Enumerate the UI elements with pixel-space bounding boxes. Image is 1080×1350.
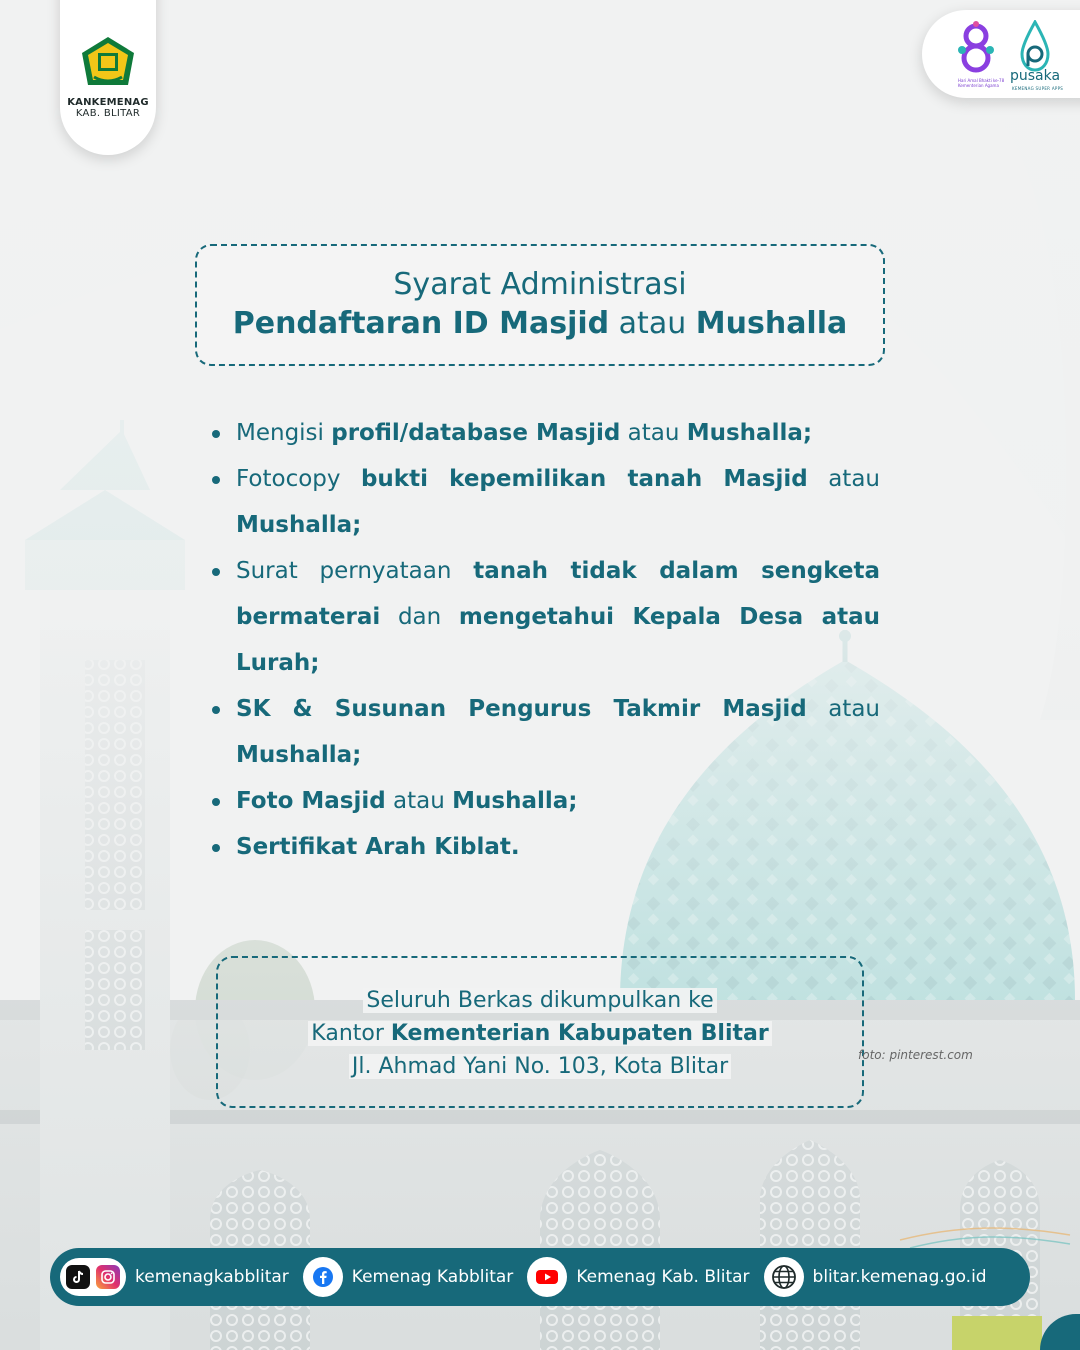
requirements-list: [210, 410, 880, 870]
instagram-icon[interactable]: [96, 1265, 120, 1289]
req-text-bold: Mushalla;: [686, 420, 813, 446]
social-icons-pill: [60, 1258, 126, 1296]
facebook-group[interactable]: [303, 1257, 514, 1297]
req-text-bold: tanah tidak dalam sengketa bermaterai: [236, 558, 880, 630]
youtube-text[interactable]: Kemenag Kab. Blitar: [576, 1267, 750, 1287]
pusaka-logo-subtext: KEMENAG SUPER APPS: [1012, 86, 1064, 91]
partner-logos-tab: [922, 10, 1080, 98]
list-item: [210, 548, 880, 686]
info-text: Kantor: [311, 1021, 391, 1046]
pusaka-logo-icon: [1018, 20, 1052, 72]
pusaka-logo-text: pusaka: [1010, 68, 1061, 84]
list-item: [210, 824, 880, 870]
facebook-text[interactable]: Kemenag Kabblitar: [351, 1267, 514, 1287]
info-text: Seluruh Berkas dikumpulkan ke: [363, 988, 716, 1013]
decorative-accent: [952, 1316, 1042, 1350]
title-line-1: Syarat Administrasi: [393, 267, 687, 302]
req-text-bold: Mushalla;: [236, 742, 362, 768]
req-text-bold: Sertifikat Arah Kiblat.: [236, 834, 520, 860]
youtube-icon[interactable]: [527, 1257, 567, 1297]
info-line-3: [218, 1050, 862, 1083]
req-text-bold: mengetahui Kepala Desa atau Lurah;: [236, 604, 880, 676]
kemenag-logo-tab: [60, 0, 156, 155]
info-text-bold: Kementerian Kabupaten Blitar: [390, 1021, 769, 1046]
youtube-group[interactable]: [527, 1257, 749, 1297]
title-bold-2: Mushalla: [695, 306, 848, 341]
req-text: dan: [380, 604, 459, 630]
globe-icon[interactable]: [764, 1257, 804, 1297]
req-text-bold: Mushalla;: [452, 788, 578, 814]
tiktok-icon[interactable]: [66, 1265, 90, 1289]
facebook-icon[interactable]: [303, 1257, 343, 1297]
req-text: atau: [620, 420, 687, 446]
website-text[interactable]: blitar.kemenag.go.id: [812, 1267, 987, 1287]
req-text-bold: Foto Masjid: [236, 788, 386, 814]
req-text: atau: [385, 788, 453, 814]
photo-credit: foto: pinterest.com: [858, 1048, 973, 1062]
list-item: [210, 456, 880, 548]
website-group[interactable]: [764, 1257, 987, 1297]
req-text-bold: SK & Susunan Pengurus Takmir Masjid: [236, 696, 807, 722]
hab-logo-text: Hari Amal Bhakti ke-78 Kementerian Agama: [958, 78, 1005, 88]
req-text-bold: profil/database Masjid: [331, 420, 621, 446]
req-text-bold: bukti kepemilikan tanah Masjid: [360, 466, 808, 492]
req-text: Fotocopy: [236, 466, 361, 492]
address-text: Jl. Ahmad Yani No. 103, Kota Blitar: [349, 1054, 731, 1079]
submission-info-box: [216, 956, 864, 1108]
list-item: [210, 686, 880, 778]
title-connector: atau: [609, 306, 696, 341]
title-box: [195, 244, 885, 366]
title-bold-1: Pendaftaran ID Masjid: [232, 306, 610, 341]
req-text: atau: [807, 466, 880, 492]
list-item: [210, 410, 880, 456]
social-handle-group[interactable]: [60, 1258, 289, 1296]
req-text: Mengisi: [236, 420, 332, 446]
info-line-1: [218, 984, 862, 1017]
req-text: Surat pernyataan: [236, 558, 474, 584]
social-handle-text[interactable]: kemenagkabblitar: [135, 1267, 289, 1287]
req-text-bold: Mushalla;: [236, 512, 362, 538]
title-line-2: [197, 304, 883, 344]
kemenag-emblem-icon: [78, 35, 138, 91]
org-sub: KAB. BLITAR: [75, 108, 141, 119]
info-line-2: [218, 1017, 862, 1050]
list-item: [210, 778, 880, 824]
req-text: atau: [806, 696, 880, 722]
org-name: KANKEMENAG: [67, 97, 149, 108]
hab-78-logo-icon: [956, 20, 996, 86]
social-footer: [50, 1248, 1030, 1306]
